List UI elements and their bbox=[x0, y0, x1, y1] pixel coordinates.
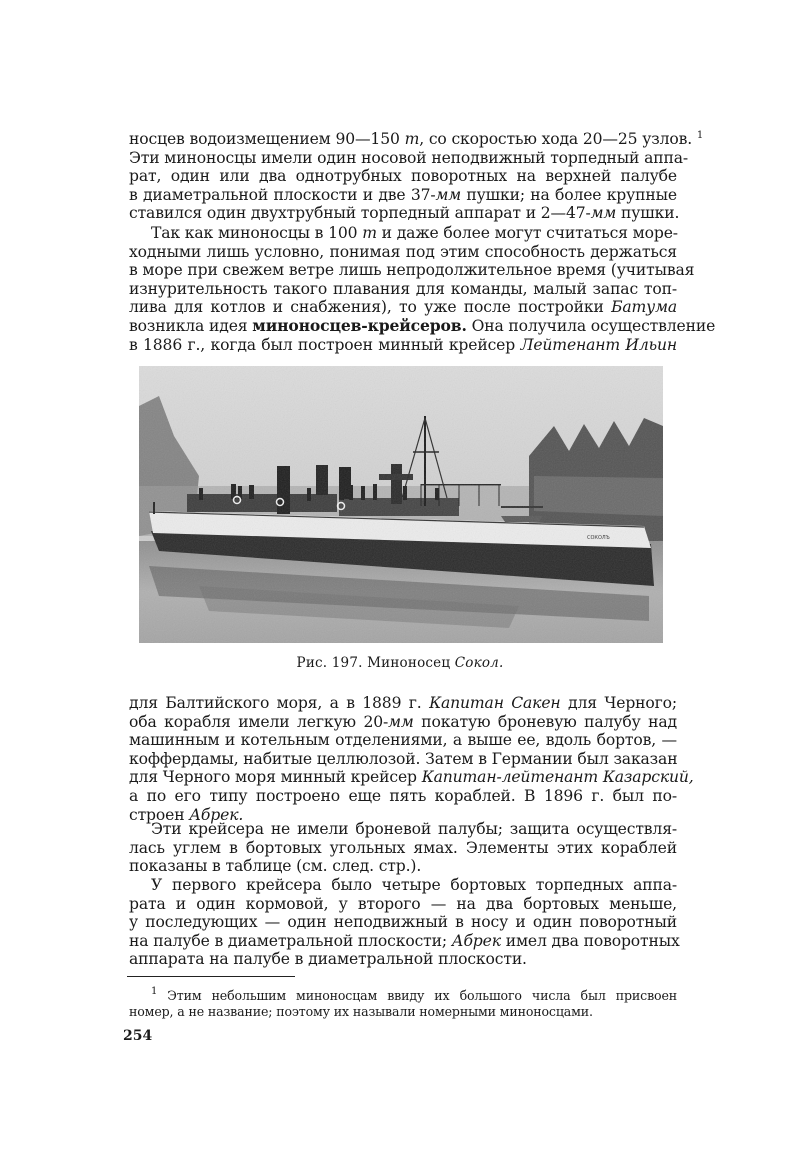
text-line: для Балтийского моря, а в 1889 г. Капитан Сакен для Черного; bbox=[129, 694, 677, 712]
text-line: У первого крейсера было четыре бортовых торпедных аппа- bbox=[151, 876, 677, 894]
text-line: Эти миноносцы имели один носовой неподвижный торпедный аппа- bbox=[129, 148, 688, 167]
figure-caption: Рис. 197. Миноносец Сокол. bbox=[296, 655, 504, 671]
paragraph bbox=[129, 224, 716, 354]
text-line: лась углем в бортовых угольных ямах. Элементы этих кораблей bbox=[129, 838, 677, 857]
text-line: носцев водоизмещением 90—150 т, со скоростью хода 20—25 узлов. $^1$ bbox=[129, 130, 704, 148]
text-line: на палубе в диаметральной плоскости; Абрек имел два поворотных bbox=[129, 931, 680, 950]
text-line: а по его типу построено еще пять кораблей. В 1896 г. был по- bbox=[129, 786, 677, 805]
text-line: Так как миноносцы в 100 т и даже более могут считаться море- bbox=[151, 224, 678, 242]
ship-photo bbox=[139, 366, 663, 643]
paragraph bbox=[129, 820, 677, 876]
text-line: в диаметральной плоскости и две 37-мм пушки; на более крупные bbox=[129, 185, 677, 204]
text-line: лива для котлов и снабжения), то уже после постройки Батума bbox=[129, 298, 677, 317]
page-number: 254 bbox=[123, 1028, 153, 1044]
text-line: изнурительность такого плавания для команды, малый запас топ- bbox=[129, 279, 677, 298]
torpedo-boat-illustration bbox=[139, 366, 663, 643]
text-line: коффердамы, набитые целлюлозой. Затем в Германии был заказан bbox=[129, 749, 678, 768]
text-line: рат, один или два однотрубных поворотных на верхней палубе bbox=[129, 167, 677, 186]
text-line: для Черного моря минный крейсер Капитан-лейтенант Казарский, bbox=[129, 768, 694, 787]
text-line: машинным и котельным отделениями, а выше ее, вдоль бортов, — bbox=[129, 731, 677, 750]
footnote bbox=[129, 988, 677, 1019]
text-line: ставился один двухтрубный торпедный аппарат и 2—47-мм пушки. bbox=[129, 204, 680, 223]
text-line: Эти крейсера не имели броневой палубы; защита осуществля- bbox=[151, 820, 677, 838]
paragraph-continuation bbox=[129, 130, 704, 223]
text-line: аппарата на палубе в диаметральной плоскости. bbox=[129, 950, 527, 969]
paragraph bbox=[129, 876, 680, 969]
text-line: показаны в таблице (см. след. стр.). bbox=[129, 857, 422, 876]
footnote-number: 1 bbox=[151, 986, 158, 997]
footnote-line: $^1$ Этим небольшим миноносцам ввиду их большого числа был присвоен bbox=[151, 986, 677, 1003]
footnote-line: номер, а не название; поэтому их называли номерными миноносцами. bbox=[129, 1003, 593, 1019]
bold-term: миноносцев-крейсеров. bbox=[252, 315, 467, 335]
paragraph bbox=[129, 694, 694, 824]
text-line: в море при свежем ветре лишь непродолжительное время (учитывая bbox=[129, 261, 695, 280]
text-line: у последующих — один неподвижный в носу и один поворотный bbox=[129, 913, 677, 932]
text-line: возникла идея миноносцев-крейсеров. Она получила осуществление bbox=[129, 315, 716, 335]
text-line: оба корабля имели легкую 20-мм покатую броневую палубу над bbox=[129, 712, 677, 731]
text-line: строен Абрек. bbox=[129, 805, 244, 824]
text-line: рата и один кормовой, у второго — на два бортовых меньше, bbox=[129, 894, 677, 913]
text-line: ходными лишь условно, понимая под этим способность держаться bbox=[129, 242, 677, 261]
footnote-divider bbox=[127, 976, 295, 977]
text-line: в 1886 г., когда был построен минный крейсер Лейтенант Ильин bbox=[129, 335, 678, 354]
footnote-marker[interactable]: 1 bbox=[696, 130, 704, 141]
